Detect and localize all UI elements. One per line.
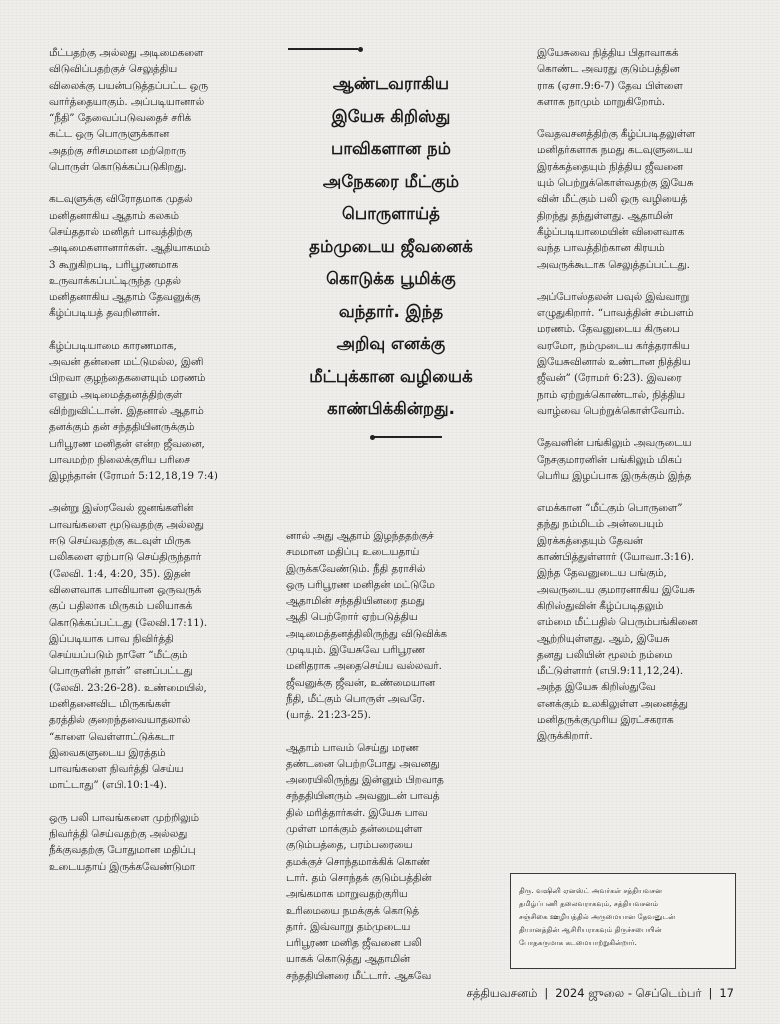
paragraph: னால் அது ஆதாம் இழந்ததற்குச் சமமான மதிப்பு உடையதாய் இருக்கவேண்டும். நீதி தராசில் ஒரு பரிபூரண மனிதன் மட்டுமே ஆதாமின் சந்ததியினரை தமது ஆதி பெற்றோர் ஏற்படுத்திய அடிமைத்தனத்திலிருந்து விடுவிக்க முடியும். இயேசுவே பரிபூரண மனிதராக அதைசெய்ய வல்லவர். ஜீவனுக்கு ஜீவன், உண்மையான நீதி, மீட்கும் பொருள் அவரே. (யாத். 21:23-25). bbox=[286, 530, 447, 722]
paragraph: எமக்கான “மீட்கும் பொருளை” தந்து நம்மிடம் அன்பையும் இரக்கத்தையும் தேவன் காண்பித்துள்ளார் (யோவா.3:16). இந்த தேவனுடைய பங்கும், அவருடைய குமாரனாகிய இயேசு கிறிஸ்துவின் கீழ்ப்படிதலும் எம்மை மீட்பதில் பெரும்பங்கினை ஆற்றியுள்ளது. ஆம், இயேசு தனது பலியின் மூலம் நம்மை மீட்டுள்ளார் (எபி.9:11,12,24). அந்த இயேசு கிறிஸ்துவே எனக்கும் உலகிலுள்ள அனைத்து மனிதருக்குமுரிய இரட்சகராக இருக்கிறார். bbox=[537, 502, 698, 743]
pull-quote-top-rule bbox=[288, 48, 358, 50]
paragraph: தேவனின் பங்கிலும் அவருடைய நேசகுமாரனின் பங்கிலும் மிகப் பெரிய இழப்பாக இருக்கும் இந்த bbox=[537, 437, 692, 482]
paragraph: வேதவசனத்திற்கு கீழ்ப்படிதலுள்ள மனிதர்களாக நமது கடவுளுடைய இரக்கத்தையும் நித்திய ஜீவனை யும் பெற்றுக்கொள்வதற்கு இயேசு வின் மீட்கும் பலி ஒரு வழியைத் திறந்து தந்துள்ளது. ஆதாமின் கீழ்ப்படியாமையின் விளைவாக வந்த பாவத்திற்கான கிரயம் அவருக்கூடாக செலுத்தப்பட்டது. bbox=[537, 128, 696, 271]
pull-quote-text: ஆண்டவராகிய இயேசு கிறிஸ்து பாவிகளான நம் அநேகரை மீட்கும் பொருளாய்த் தம்முடைய ஜீவனைக் கொடுக்க பூமிக்கு வந்தார். இந்த அறிவு எனக்கு மீட்புக்கான வழியைக் காண்பிக்கின்றது. bbox=[309, 74, 473, 418]
paragraph: ஆதாம் பாவம் செய்து மரண தண்டனை பெற்றபோது அவனது அரையிலிருந்து இன்னும் பிறவாத சந்ததியினரும் அவனுடன் பாவத் தில் மரித்தார்கள். இயேசு பாவ முள்ள மாக்கும் தன்மையுள்ள குடும்பத்தை, பரம்பரையை தமக்குச் சொந்தமாக்கிக் கொண் டார். தம் சொந்தக் குடும்பத்தின் அங்கமாக மாறுவதற்குரிய உரிமையை நமக்குக் கொடுத் தார். இவ்வாறு தம்முடைய பரிபூரண மனித ஜீவனை பலி யாகக் கொடுத்து ஆதாமின் சந்ததியினரை மீட்டார். ஆகவே bbox=[286, 741, 444, 982]
author-note-text: திரு. வஷினி ஏனஸ்ட் அவர்கள் சத்தியவசன தமிழ்ப்பணி தலைவராகவும், சத்தியவசனம் சஞ்சிகை ஊழியத்தில் அருமையான தேவனுடன் தியானத்தின் ஆசிரியராகவும் திருச்சபையின் போதகருமாக கடமையாற்றுகின்றார். bbox=[519, 886, 676, 947]
page-footer bbox=[467, 986, 735, 1002]
footer-separator: | bbox=[544, 986, 549, 1000]
page-number: 17 bbox=[719, 986, 734, 1000]
pull-quote-top-dot bbox=[358, 47, 363, 52]
footer-separator: | bbox=[708, 986, 713, 1000]
author-note-box bbox=[510, 873, 736, 969]
right-column bbox=[537, 45, 737, 761]
pull-quote-bottom-dot bbox=[370, 435, 375, 440]
pull-quote-bottom-rule bbox=[372, 436, 442, 438]
paragraph: அன்று இஸ்ரவேல் ஜனங்களின் பாவங்களை மூடுவதற்கு அல்லது ஈடு செய்வதற்கு கடவுள் மிருக பலிகளை ஏற்பாடு செய்திருந்தார் (லேவி. 1:4, 4:20, 35). இதன் விளைவாக பாவியான ஒருவருக் குப் பதிலாக மிருகம் பலியாகக் கொடுக்கப்பட்டது (லேவி.17:11). இப்படியாக பாவ நிவிர்த்தி செய்யப்படும் நாளே “மீட்கும் பொருளின் நாள்” எனப்பட்டது (லேவி. 23:26-28). உண்மையில், மனிதனைவிட மிருகங்கள் தரத்தில் குறைந்தவையாதலால் “காளை வெள்ளாட்டுக்கடா இவைகளுடைய இரத்தம் பாவங்களை நிவர்த்தி செய்ய மாட்டாது” (எபி.10:1-4). bbox=[49, 502, 208, 792]
middle-column bbox=[286, 528, 502, 1000]
paragraph: கடவுளுக்கு விரோதமாக முதல் மனிதனாகிய ஆதாம் கலகம் செய்ததால் மனிதர் பாவத்திற்கு அடிமைகளானார்கள். ஆதியாகமம் 3 கூறுகிறபடி, பரிபூரணமாக உருவாக்கப்பட்டிருந்த முதல் மனிதனாகிய ஆதாம் தேவனுக்கு கீழ்ப்படியத் தவறினான். bbox=[49, 193, 210, 320]
left-column bbox=[49, 45, 279, 891]
paragraph: இயேசுவை நித்திய பிதாவாகக் கொண்ட அவரது குடும்பத்தின ராக (ஏசா.9:6-7) தேவ பிள்ளை களாக நாமும் மாறுகிறோம். bbox=[537, 47, 683, 108]
paragraph: அப்போஸ்தலன் பவுல் இவ்வாறு எழுதுகிறார். “பாவத்தின் சம்பளம் மரணம். தேவனுடைய கிருபை வரமோ, நம்முடைய கர்த்தராகிய இயேசுவினால் உண்டான நித்திய ஜீவன்” (ரோமர் 6:23). இவரை நாம் ஏற்றுக்கொண்டால், நித்திய வாழ்வை பெற்றுக்கொள்வோம். bbox=[537, 290, 694, 417]
paragraph: மீட்பதற்கு அல்லது அடிமைகளை விடுவிப்பதற்குச் செலுத்திய விலைக்கு பயன்படுத்தப்பட்ட ஒரு வார்த்தையாகும். அப்படியானால் “நீதி” தேவைப்படுவதைச் சரிக் கட்ட ஒரு பொருளுக்கான அதற்கு சரிசமமான மற்றொரு பொருள் கொடுக்கப்படுகிறது. bbox=[49, 47, 208, 174]
paragraph: ஒரு பலி பாவங்களை முற்றிலும் நிவர்த்தி செய்வதற்கு அல்லது நீக்குவதற்கு போதுமான மதிப்பு உடையதாய் இருக்கவேண்டுமா bbox=[49, 811, 199, 873]
issue-date: 2024 ஜுலை - செப்டெம்பர் bbox=[555, 986, 702, 1000]
pull-quote bbox=[286, 46, 496, 438]
magazine-name: சத்தியவசனம் bbox=[466, 986, 538, 1000]
paragraph: கீழ்ப்படியாமை காரணமாக, அவன் தன்னை மட்டுமல்ல, இனி பிறவா குழந்தைகளையும் மரணம் எனும் அடிமைத்தனத்திற்குள் விற்றுவிட்டான். இதனால் ஆதாம் தனக்கும் தன் சந்ததியினருக்கும் பரிபூரண மனிதன் என்ற ஜீவனை, பாவமற்ற நிலைக்குரிய பரிசை இழந்தான் (ரோமர் 5:12,18,19 7:4) bbox=[49, 339, 218, 483]
